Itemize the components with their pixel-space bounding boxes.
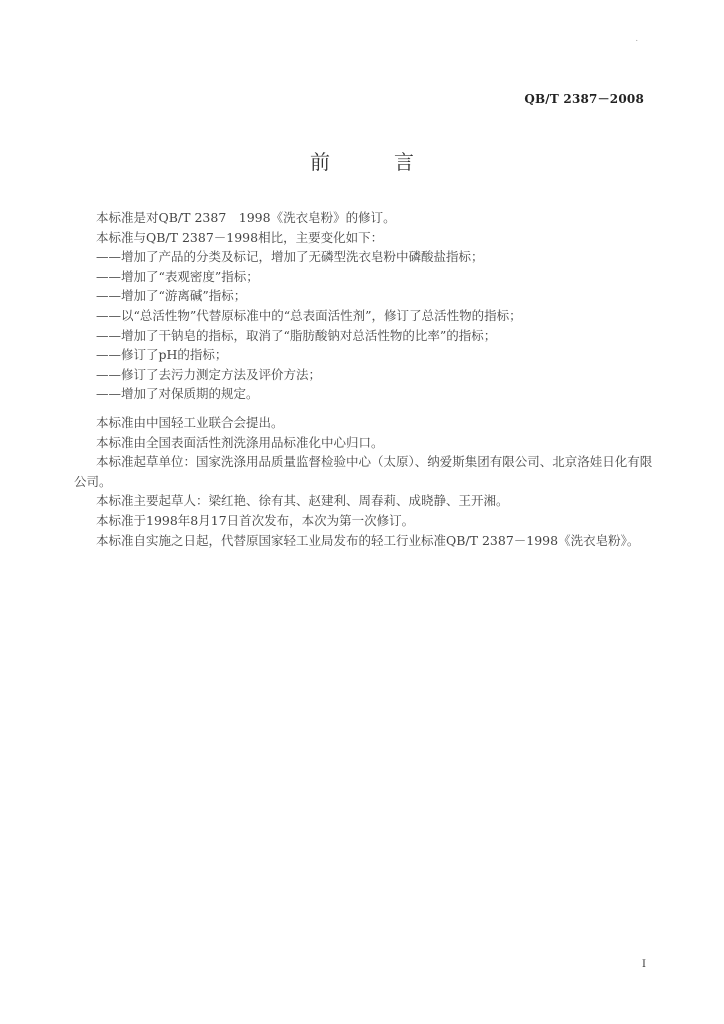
info-paragraph: 本标准自实施之日起，代替原国家轻工业局发布的轻工行业标准QB/T 2387－1998《洗衣皂粉》。 <box>96 532 640 548</box>
info-paragraph: 本标准主要起草人：梁红艳、徐有其、赵建利、周春莉、成晓静、王开湘。 <box>96 493 509 509</box>
change-item: ——修订了去污力测定方法及评价方法； <box>96 366 322 382</box>
change-item: ——增加了产品的分类及标记，增加了无磷型洗衣皂粉中磷酸盐指标； <box>96 249 484 265</box>
change-item: ——增加了“表观密度”指标； <box>96 268 259 284</box>
corner-mark: . <box>635 34 638 43</box>
info-paragraph: 本标准起草单位：国家洗涤用品质量监督检验中心（太原）、纳爱斯集团有限公司、北京洛娃日化有限公司。 <box>74 454 653 489</box>
info-paragraph: 本标准由全国表面活性剂洗涤用品标准化中心归口。 <box>96 434 384 450</box>
intro-line: 本标准是对QB/T 2387 1998《洗衣皂粉》的修订。 <box>96 210 396 225</box>
change-item: ——以“总活性物”代替原标准中的“总表面活性剂”，修订了总活性物的指标； <box>96 307 522 323</box>
change-item: ——修订了pH的指标； <box>96 347 228 363</box>
page-title: 前 言 <box>310 150 436 174</box>
revision-section <box>74 208 664 404</box>
info-section <box>74 413 664 550</box>
change-item: ——增加了“游离碱”指标； <box>96 288 247 304</box>
intro-line: 本标准与QB/T 2387－1998相比，主要变化如下： <box>96 229 384 245</box>
info-paragraph: 本标准于1998年8月17日首次发布，本次为第一次修订。 <box>96 512 415 528</box>
change-item: ——增加了对保质期的规定。 <box>96 386 259 402</box>
page-number: I <box>642 959 646 970</box>
standard-code: QB/T 2387－2008 <box>524 92 644 106</box>
info-paragraph: 本标准由中国轻工业联合会提出。 <box>96 415 284 430</box>
change-item: ——增加了干钠皂的指标，取消了“脂肪酸钠对总活性物的比率”的指标； <box>96 327 497 343</box>
